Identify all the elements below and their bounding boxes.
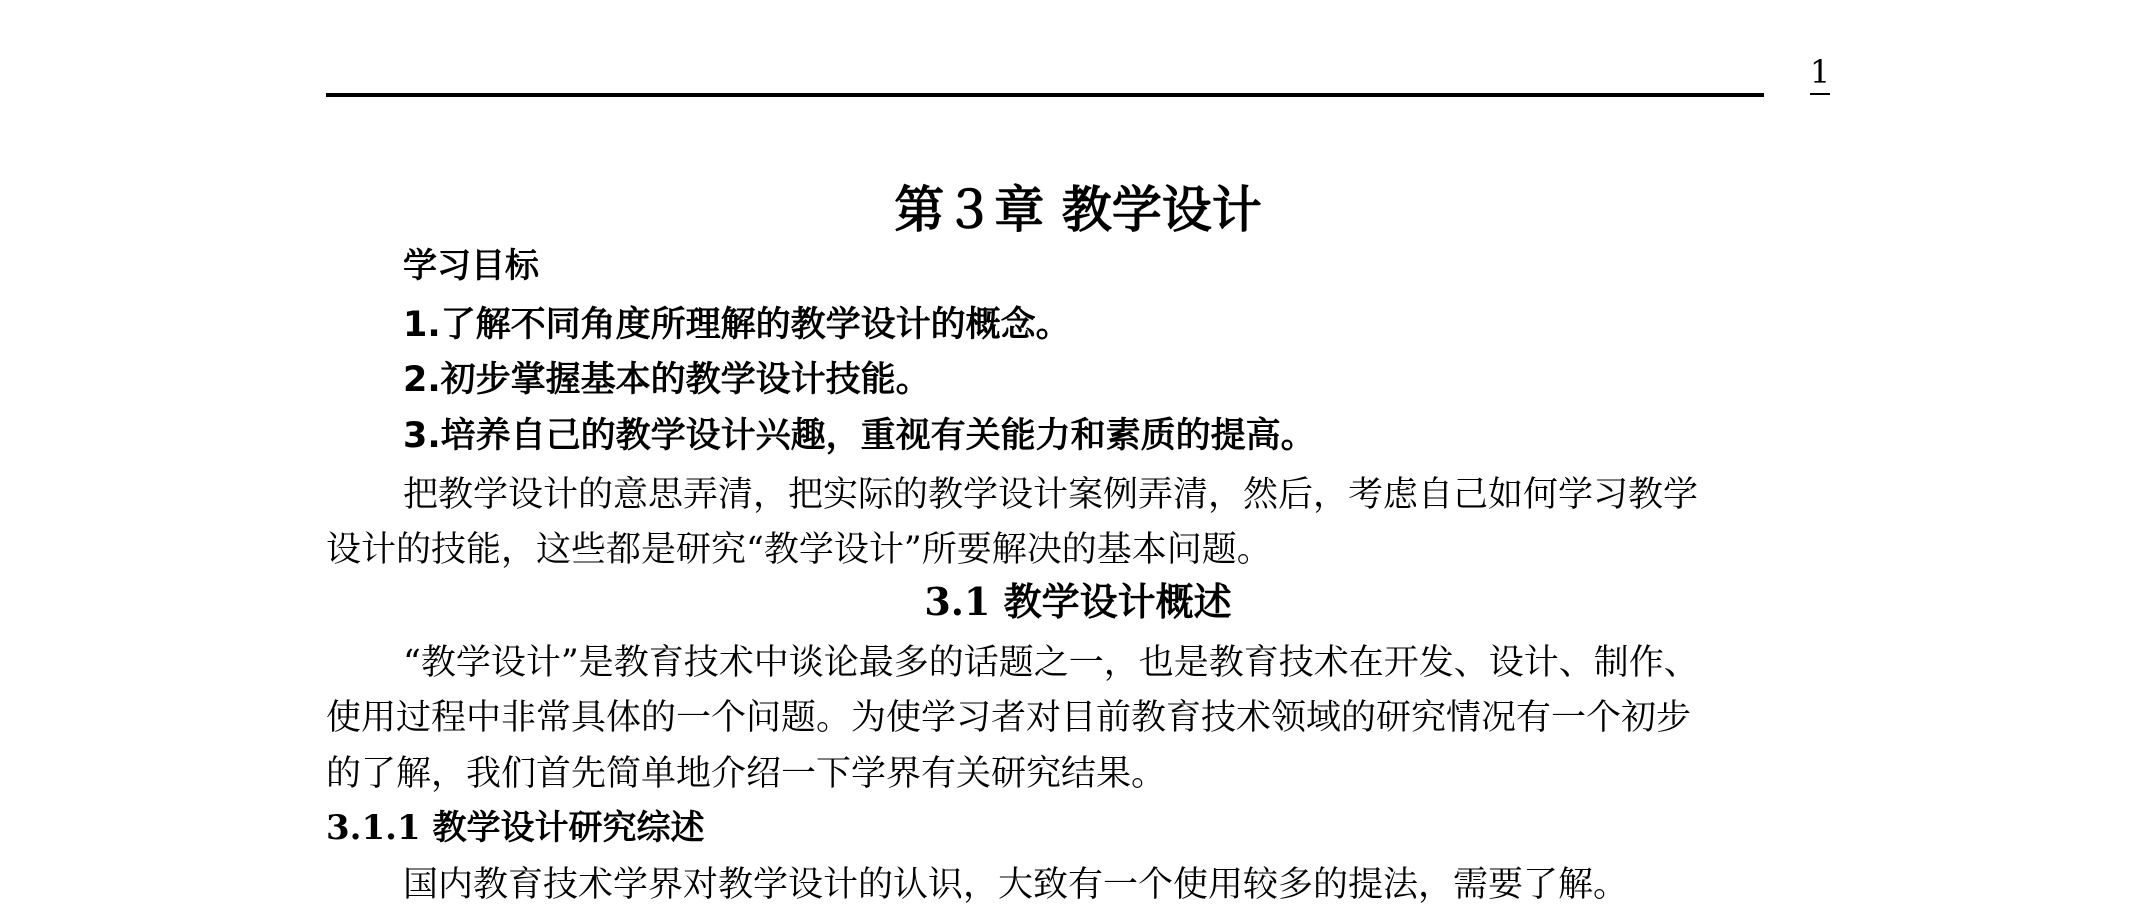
intro-line-2: 设计的技能，这些都是研究“教学设计”所要解决的基本问题。	[326, 530, 1272, 570]
header-rule	[326, 93, 1764, 97]
section-line-1: “教学设计”是教育技术中谈论最多的话题之一，也是教育技术在开发、设计、制作、	[403, 643, 1699, 683]
chapter-title: 第３章 教学设计	[894, 180, 1262, 239]
objective-item-1: 1.了解不同角度所理解的教学设计的概念。	[403, 305, 1071, 345]
subsection-title: 3.1.1 教学设计研究综述	[326, 808, 705, 848]
objectives-heading: 学习目标	[403, 246, 539, 286]
section-line-3: 的了解，我们首先简单地介绍一下学界有关研究结果。	[326, 754, 1167, 794]
objective-item-2: 2.初步掌握基本的教学设计技能。	[403, 360, 931, 400]
section-line-2: 使用过程中非常具体的一个问题。为使学习者对目前教育技术领域的研究情况有一个初步	[326, 698, 1692, 738]
subsection-line-1: 国内教育技术学界对教学设计的认识，大致有一个使用较多的提法，需要了解。	[403, 865, 1629, 905]
section-title: 3.1 教学设计概述	[924, 579, 1232, 624]
page-number-underline	[1810, 93, 1830, 95]
objective-item-3: 3.培养自己的教学设计兴趣，重视有关能力和素质的提高。	[403, 416, 1316, 456]
intro-line-1: 把教学设计的意思弄清，把实际的教学设计案例弄清，然后，考虑自己如何学习教学	[403, 475, 1699, 515]
page-number: 1	[1809, 53, 1831, 91]
